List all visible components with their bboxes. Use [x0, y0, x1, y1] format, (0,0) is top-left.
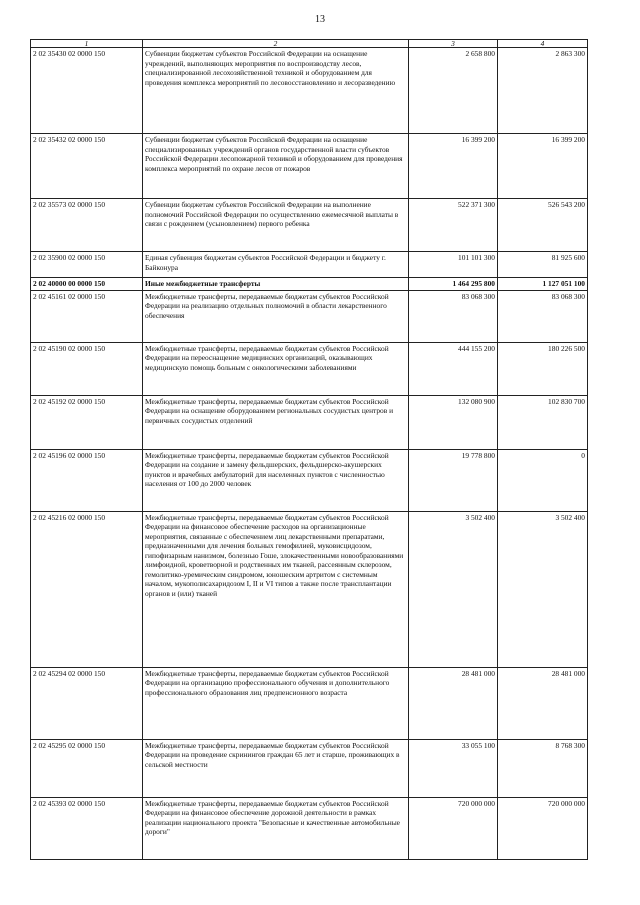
column-header-value-1: 3 [409, 40, 498, 48]
table-row [31, 290, 588, 342]
row-name: Субвенции бюджетам субъектов Российской Федерации на оснащение учреждений, выполняющих мероприятия по воспроизводству лесов, специализированной лесохозяйственной техникой и оборудованием для проведения комплекса мероприятий по лесовосстановлению и лесоразведению [143, 48, 409, 134]
column-header-code: 1 [31, 40, 143, 48]
row-value-2: 28 481 000 [498, 667, 588, 739]
budget-table [30, 39, 588, 860]
row-value-1: 16 399 200 [409, 134, 498, 199]
row-value-2: 81 925 600 [498, 252, 588, 278]
row-value-1: 2 658 800 [409, 48, 498, 134]
row-code: 2 02 45190 02 0000 150 [31, 342, 143, 395]
row-value-2: 1 127 051 100 [498, 278, 588, 291]
row-value-2: 0 [498, 449, 588, 511]
row-name: Межбюджетные трансферты, передаваемые бюджетам субъектов Российской Федерации на организацию профессионального обучения и дополнительного профессионального образования лиц предпенсионного возраста [143, 667, 409, 739]
row-value-1: 19 778 800 [409, 449, 498, 511]
table-row [31, 395, 588, 449]
table-row [31, 48, 588, 134]
row-value-1: 3 502 400 [409, 511, 498, 667]
row-code: 2 02 40000 00 0000 150 [31, 278, 143, 291]
table-row [31, 739, 588, 797]
table-row [31, 199, 588, 252]
row-name: Субвенции бюджетам субъектов Российской Федерации на выполнение полномочий Российской Федерации по осуществлению ежемесячной выплаты в связи с рождением (усыновлением) первого ребенка [143, 199, 409, 252]
row-value-2: 3 502 400 [498, 511, 588, 667]
row-value-1: 83 068 300 [409, 290, 498, 342]
row-value-2: 526 543 200 [498, 199, 588, 252]
row-value-2: 180 226 500 [498, 342, 588, 395]
row-value-2: 2 863 300 [498, 48, 588, 134]
row-value-1: 101 101 300 [409, 252, 498, 278]
table-row [31, 511, 588, 667]
table-row [31, 667, 588, 739]
row-code: 2 02 45161 02 0000 150 [31, 290, 143, 342]
row-value-2: 8 768 300 [498, 739, 588, 797]
row-value-2: 102 830 700 [498, 395, 588, 449]
table-row [31, 134, 588, 199]
row-code: 2 02 45393 02 0000 150 [31, 797, 143, 859]
row-name: Субвенции бюджетам субъектов Российской Федерации на оснащение специализированных учреждений органов государственной власти субъектов Российской Федерации лесопожарной техникой и оборудованием для проведения комплекса мероприятий по охране лесов от пожаров [143, 134, 409, 199]
row-name: Межбюджетные трансферты, передаваемые бюджетам субъектов Российской Федерации на создание и замену фельдшерских, фельдшерско-акушерских пунктов и врачебных амбулаторий для населенных пунктов с численностью населения от 100 до 2000 человек [143, 449, 409, 511]
row-value-1: 1 464 295 800 [409, 278, 498, 291]
row-code: 2 02 35900 02 0000 150 [31, 252, 143, 278]
row-value-2: 83 068 300 [498, 290, 588, 342]
table-row [31, 252, 588, 278]
row-name: Межбюджетные трансферты, передаваемые бюджетам субъектов Российской Федерации на реализацию отдельных полномочий в области лекарственного обеспечения [143, 290, 409, 342]
row-code: 2 02 45216 02 0000 150 [31, 511, 143, 667]
row-code: 2 02 35430 02 0000 150 [31, 48, 143, 134]
row-code: 2 02 35432 02 0000 150 [31, 134, 143, 199]
row-value-1: 28 481 000 [409, 667, 498, 739]
row-name: Межбюджетные трансферты, передаваемые бюджетам субъектов Российской Федерации на проведение скринингов граждан 65 лет и старше, проживающих в сельской местности [143, 739, 409, 797]
row-code: 2 02 45294 02 0000 150 [31, 667, 143, 739]
row-code: 2 02 45196 02 0000 150 [31, 449, 143, 511]
row-code: 2 02 35573 02 0000 150 [31, 199, 143, 252]
row-code: 2 02 45295 02 0000 150 [31, 739, 143, 797]
row-name: Межбюджетные трансферты, передаваемые бюджетам субъектов Российской Федерации на оснащение оборудованием региональных сосудистых центров и первичных сосудистых отделений [143, 395, 409, 449]
table-row [31, 449, 588, 511]
row-name: Межбюджетные трансферты, передаваемые бюджетам субъектов Российской Федерации на переоснащение медицинских организаций, оказывающих медицинскую помощь больным с онкологическими заболеваниями [143, 342, 409, 395]
row-value-2: 16 399 200 [498, 134, 588, 199]
table-header-row [31, 40, 588, 48]
row-value-1: 132 080 900 [409, 395, 498, 449]
row-value-2: 720 000 000 [498, 797, 588, 859]
page-number: 13 [315, 14, 325, 25]
row-name: Межбюджетные трансферты, передаваемые бюджетам субъектов Российской Федерации на финансовое обеспечение дорожной деятельности в рамках реализации национального проекта "Безопасные и качественные автомобильные дороги" [143, 797, 409, 859]
table-row [31, 342, 588, 395]
row-value-1: 522 371 300 [409, 199, 498, 252]
row-name: Иные межбюджетные трансферты [143, 278, 409, 291]
row-name: Межбюджетные трансферты, передаваемые бюджетам субъектов Российской Федерации на финансовое обеспечение расходов на организационные мероприятия, связанные с обеспечением лиц лекарственными препаратами, предназначенными для лечения больных гемофилией, муковисцидозом, гипофизарным нанизмом, болезнью Гоше, злокачественными новообразованиями лимфоидной, кроветворной и родственных им тканей, рассеянным склерозом, гемолитико-уремическим синдромом, юношеским артритом с системным началом, мукополисахаридозом I, II и VI типов а также после трансплантации органов и (или) тканей [143, 511, 409, 667]
row-value-1: 444 155 200 [409, 342, 498, 395]
row-code: 2 02 45192 02 0000 150 [31, 395, 143, 449]
row-value-1: 720 000 000 [409, 797, 498, 859]
row-value-1: 33 055 100 [409, 739, 498, 797]
column-header-name: 2 [143, 40, 409, 48]
row-name: Единая субвенция бюджетам субъектов Российской Федерации и бюджету г. Байконура [143, 252, 409, 278]
table-row [31, 797, 588, 859]
table-row-total [31, 278, 588, 291]
column-header-value-2: 4 [498, 40, 588, 48]
